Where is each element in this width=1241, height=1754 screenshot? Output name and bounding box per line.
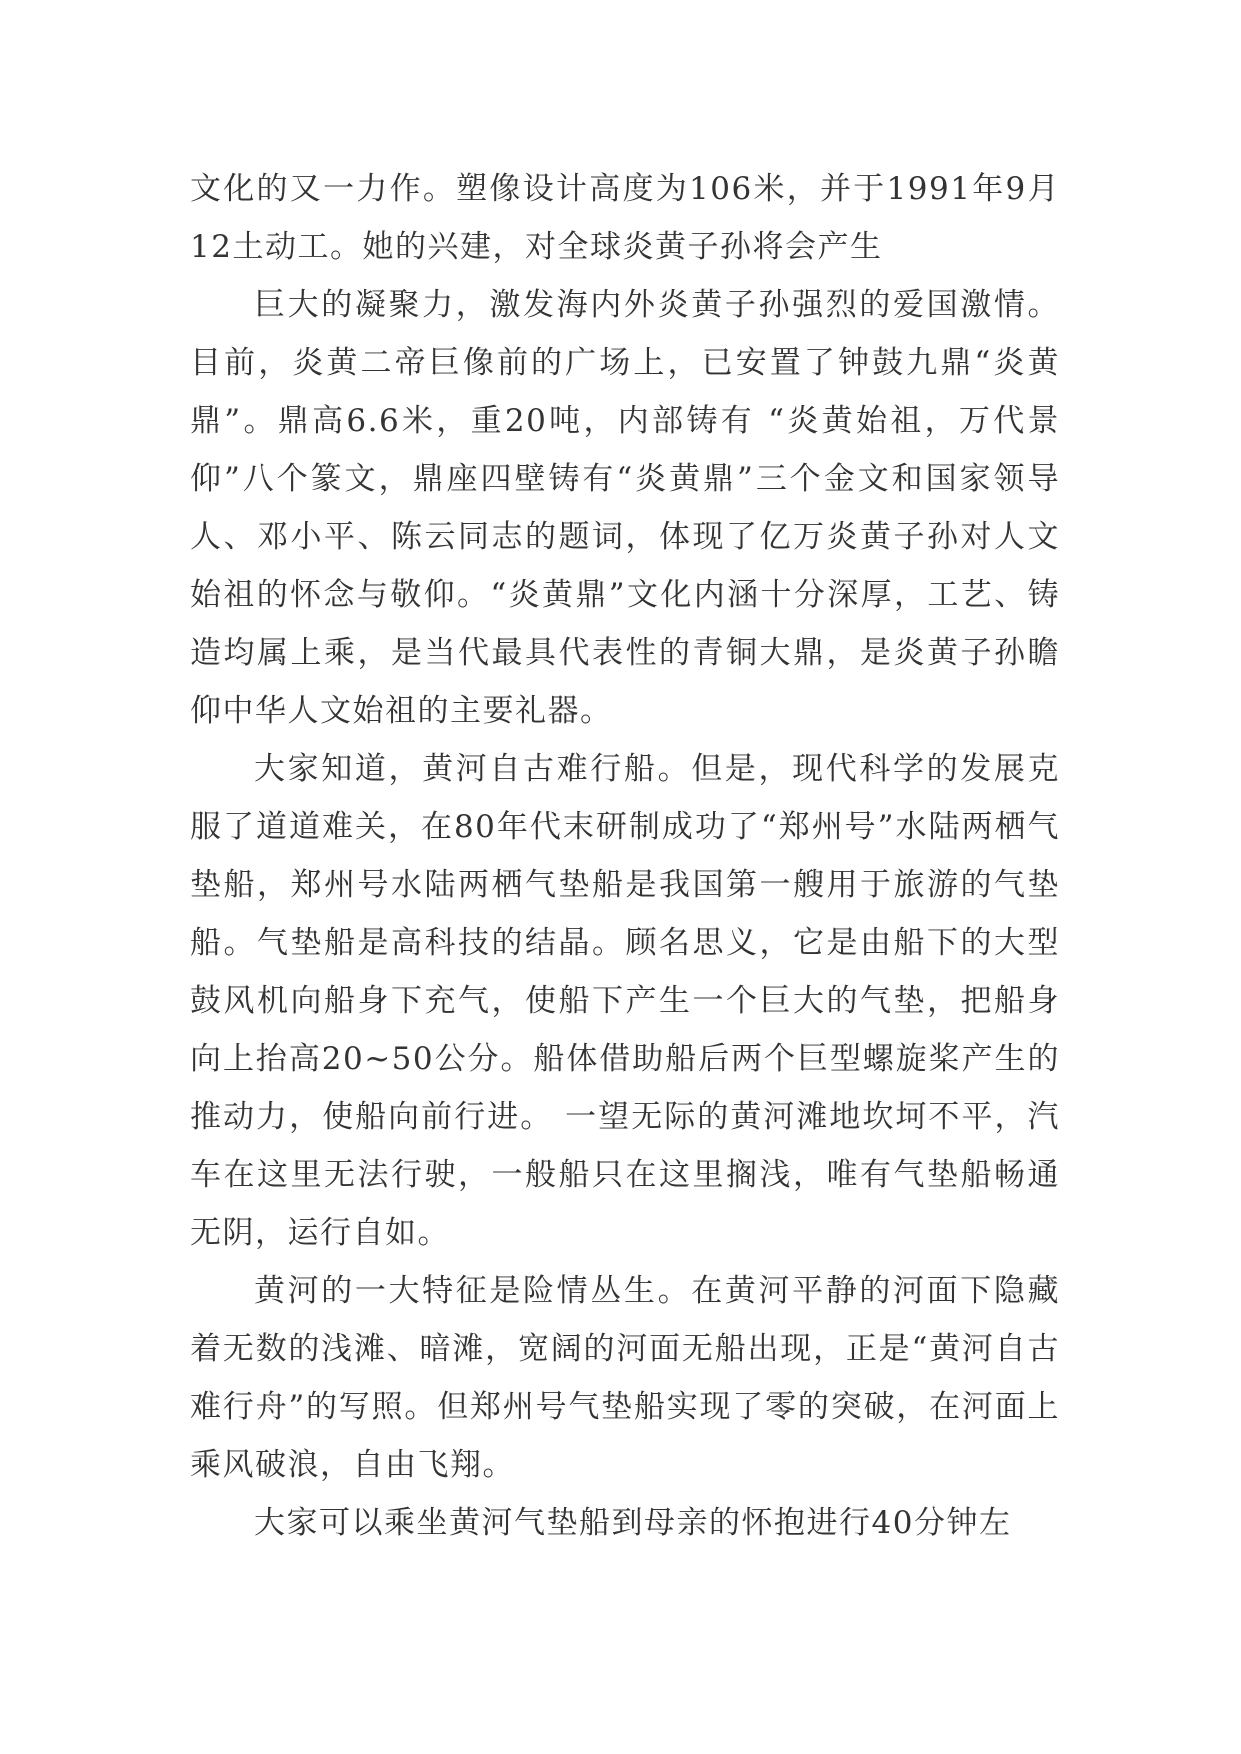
paragraph-1: 文化的又一力作。塑像设计高度为106米，并于1991年9月12土动工。她的兴建，对全球炎黄子孙将会产生 [190,171,1060,265]
paragraph-5: 大家可以乘坐黄河气垫船到母亲的怀抱进行40分钟左 [254,1505,1012,1541]
document-body [190,160,1060,1552]
paragraph-3: 大家知道，黄河自古难行船。但是，现代科学的发展克服了道道难关，在80年代末研制成功了“郑州号”水陆两栖气垫船，郑州号水陆两栖气垫船是我国第一艘用于旅游的气垫船。气垫船是高科技的结晶。顾名思义，它是由船下的大型鼓风机向船身下充气，使船下产生一个巨大的气垫，把船身向上抬高20~50公分。船体借助船后两个巨型螺旋桨产生的推动力，使船向前行进。 一望无际的黄河滩地坎坷不平，汽车在这里无法行驶，一般船只在这里搁浅，唯有气垫船畅通无阴，运行自如。 [190,751,1060,1251]
paragraph-4: 黄河的一大特征是险情丛生。在黄河平静的河面下隐藏着无数的浅滩、暗滩，宽阔的河面无船出现，正是“黄河自古难行舟”的写照。但郑州号气垫船实现了零的突破，在河面上乘风破浪，自由飞翔。 [190,1273,1060,1483]
paragraph-2: 巨大的凝聚力，激发海内外炎黄子孙强烈的爱国激情。目前，炎黄二帝巨像前的广场上，已安置了钟鼓九鼎“炎黄鼎”。鼎高6.6米，重20吨，内部铸有 “炎黄始祖，万代景仰”八个篆文，鼎座四壁铸有“炎黄鼎”三个金文和国家领导人、邓小平、陈云同志的题词，体现了亿万炎黄子孙对人文始祖的怀念与敬仰。“炎黄鼎”文化内涵十分深厚，工艺、铸造均属上乘，是当代最具代表性的青铜大鼎，是炎黄子孙瞻仰中华人文始祖的主要礼器。 [190,287,1060,729]
